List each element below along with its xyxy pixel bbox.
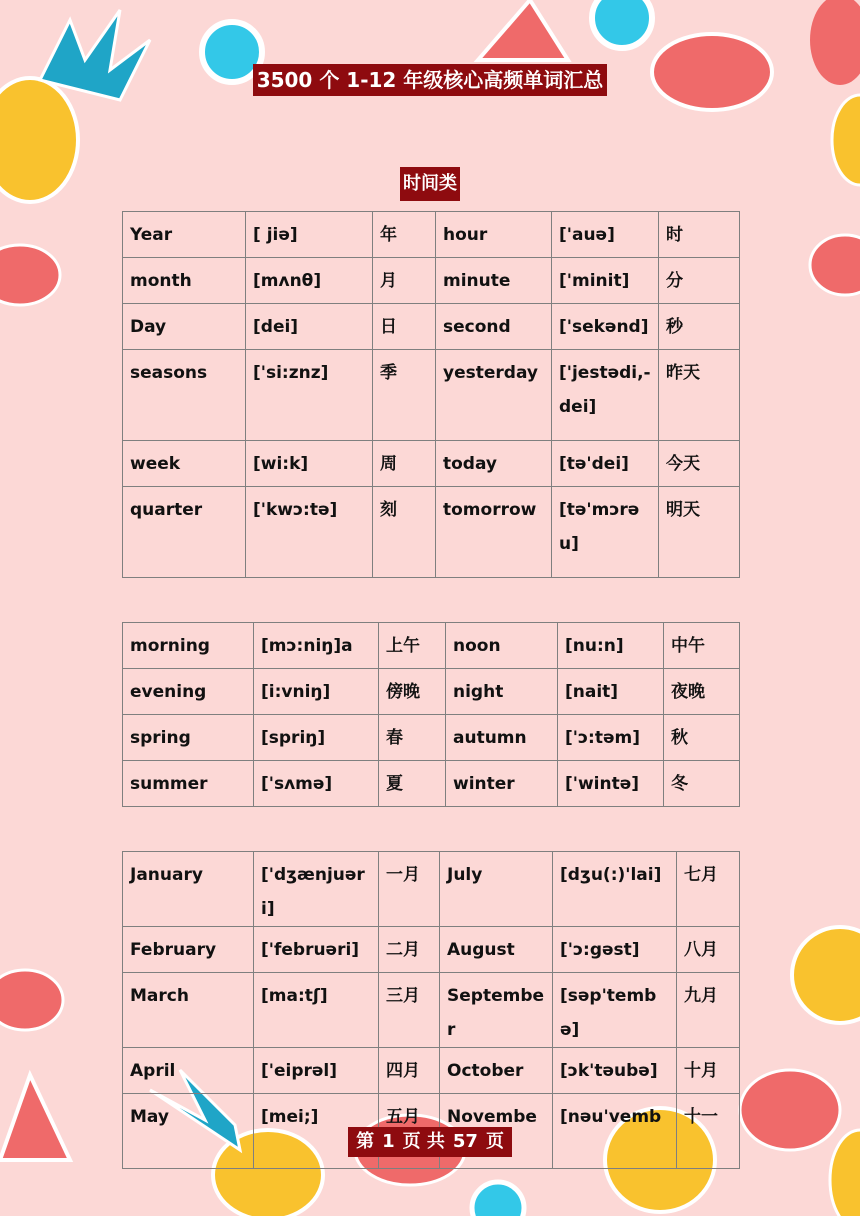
word-cell: spring bbox=[123, 715, 254, 761]
word-cell: seasons bbox=[123, 350, 246, 441]
word-cell: September bbox=[440, 973, 553, 1048]
meaning-cell: 时 bbox=[659, 212, 740, 258]
crab-icon bbox=[810, 235, 860, 295]
table-row bbox=[123, 441, 740, 487]
phonetic-cell: [səp'tembə] bbox=[553, 973, 677, 1048]
phonetic-cell: ['sekənd] bbox=[552, 304, 659, 350]
vocab-table-time bbox=[122, 211, 740, 578]
phonetic-cell: [tə'dei] bbox=[552, 441, 659, 487]
word-cell: October bbox=[440, 1048, 553, 1094]
meaning-cell: 七月 bbox=[677, 852, 740, 927]
meaning-cell: 月 bbox=[373, 258, 436, 304]
table-row bbox=[123, 927, 740, 973]
meaning-cell: 十一 bbox=[677, 1094, 740, 1169]
word-cell: winter bbox=[446, 761, 558, 807]
word-cell: yesterday bbox=[436, 350, 552, 441]
word-cell: month bbox=[123, 258, 246, 304]
phonetic-cell: [spriŋ] bbox=[254, 715, 379, 761]
page-number bbox=[348, 1127, 512, 1157]
phonetic-cell: [wi:k] bbox=[246, 441, 373, 487]
word-cell: today bbox=[436, 441, 552, 487]
meaning-cell: 季 bbox=[373, 350, 436, 441]
word-cell: Year bbox=[123, 212, 246, 258]
category-container bbox=[0, 167, 860, 201]
meaning-cell: 日 bbox=[373, 304, 436, 350]
page-suffix: 页 bbox=[485, 1131, 504, 1152]
meaning-cell: 八月 bbox=[677, 927, 740, 973]
phonetic-cell: ['dʒænjuəri] bbox=[254, 852, 379, 927]
table-row bbox=[123, 852, 740, 927]
meaning-cell: 今天 bbox=[659, 441, 740, 487]
table-row bbox=[123, 623, 740, 669]
meaning-cell: 十月 bbox=[677, 1048, 740, 1094]
word-cell: evening bbox=[123, 669, 254, 715]
word-cell: April bbox=[123, 1048, 254, 1094]
meaning-cell: 上午 bbox=[379, 623, 446, 669]
phonetic-cell: ['ɔ:təm] bbox=[558, 715, 664, 761]
phonetic-cell: ['si:znz] bbox=[246, 350, 373, 441]
meaning-cell: 夏 bbox=[379, 761, 446, 807]
table-row bbox=[123, 669, 740, 715]
meaning-cell: 冬 bbox=[664, 761, 740, 807]
phonetic-cell: ['minit] bbox=[552, 258, 659, 304]
word-cell: night bbox=[446, 669, 558, 715]
phonetic-cell: ['kwɔ:tə] bbox=[246, 487, 373, 578]
meaning-cell: 昨天 bbox=[659, 350, 740, 441]
word-cell: July bbox=[440, 852, 553, 927]
title-container bbox=[0, 64, 860, 96]
word-cell: noon bbox=[446, 623, 558, 669]
sun-icon bbox=[792, 927, 860, 1023]
page-prefix: 第 bbox=[356, 1131, 375, 1152]
word-cell: autumn bbox=[446, 715, 558, 761]
phonetic-cell: [i:vniŋ] bbox=[254, 669, 379, 715]
table-row bbox=[123, 350, 740, 441]
phonetic-cell: [nəu'vemb bbox=[553, 1094, 677, 1169]
word-cell: August bbox=[440, 927, 553, 973]
table-row bbox=[123, 304, 740, 350]
phonetic-cell: [dei] bbox=[246, 304, 373, 350]
sunglasses-icon bbox=[472, 1182, 524, 1216]
category-heading: 时间类 bbox=[400, 167, 460, 201]
meaning-cell: 分 bbox=[659, 258, 740, 304]
phonetic-cell: [mʌnθ] bbox=[246, 258, 373, 304]
phonetic-cell: ['wintə] bbox=[558, 761, 664, 807]
meaning-cell: 周 bbox=[373, 441, 436, 487]
meaning-cell: 傍晚 bbox=[379, 669, 446, 715]
word-cell: week bbox=[123, 441, 246, 487]
phonetic-cell: ['sʌmə] bbox=[254, 761, 379, 807]
phonetic-cell: [ma:tʃ] bbox=[254, 973, 379, 1048]
total-pages: 57 bbox=[452, 1131, 478, 1152]
meaning-cell: 夜晚 bbox=[664, 669, 740, 715]
meaning-cell: 四月 bbox=[379, 1048, 440, 1094]
current-page: 1 bbox=[382, 1131, 395, 1152]
meaning-cell: 一月 bbox=[379, 852, 440, 927]
table-row bbox=[123, 1048, 740, 1094]
meaning-cell: 刻 bbox=[373, 487, 436, 578]
meaning-cell: 明天 bbox=[659, 487, 740, 578]
meaning-cell: 五月 bbox=[379, 1094, 440, 1169]
word-cell: quarter bbox=[123, 487, 246, 578]
phonetic-cell: [mɔ:niŋ]a bbox=[254, 623, 379, 669]
word-cell: March bbox=[123, 973, 254, 1048]
word-cell: second bbox=[436, 304, 552, 350]
meaning-cell: 三月 bbox=[379, 973, 440, 1048]
phonetic-cell: ['auə] bbox=[552, 212, 659, 258]
word-cell: January bbox=[123, 852, 254, 927]
word-cell: Novembe bbox=[440, 1094, 553, 1169]
phonetic-cell: ['jestədi,-dei] bbox=[552, 350, 659, 441]
table-row bbox=[123, 258, 740, 304]
meaning-cell: 九月 bbox=[677, 973, 740, 1048]
crab-icon bbox=[0, 245, 60, 305]
word-cell: Day bbox=[123, 304, 246, 350]
footer-container bbox=[0, 1127, 860, 1157]
word-cell: tomorrow bbox=[436, 487, 552, 578]
table-row bbox=[123, 761, 740, 807]
table-row bbox=[123, 487, 740, 578]
word-cell: minute bbox=[436, 258, 552, 304]
vocab-table-day-season bbox=[122, 622, 740, 807]
phonetic-cell: ['februəri] bbox=[254, 927, 379, 973]
watermelon-icon bbox=[478, 0, 568, 60]
page-title: 3500 个 1-12 年级核心高频单词汇总 bbox=[253, 64, 608, 96]
word-cell: May bbox=[123, 1094, 254, 1169]
meaning-cell: 二月 bbox=[379, 927, 440, 973]
phonetic-cell: ['ɔ:gəst] bbox=[553, 927, 677, 973]
meaning-cell: 中午 bbox=[664, 623, 740, 669]
meaning-cell: 春 bbox=[379, 715, 446, 761]
table-row bbox=[123, 973, 740, 1048]
phonetic-cell: [nu:n] bbox=[558, 623, 664, 669]
word-cell: summer bbox=[123, 761, 254, 807]
vocab-table-months bbox=[122, 851, 740, 1169]
phonetic-cell: [ jiə] bbox=[246, 212, 373, 258]
phonetic-cell: [dʒu(:)'lai] bbox=[553, 852, 677, 927]
phonetic-cell: [ɔk'təubə] bbox=[553, 1048, 677, 1094]
page-mid: 页 共 bbox=[402, 1131, 445, 1152]
word-cell: hour bbox=[436, 212, 552, 258]
phonetic-cell: [mei;] bbox=[254, 1094, 379, 1169]
phonetic-cell: [nait] bbox=[558, 669, 664, 715]
meaning-cell: 秋 bbox=[664, 715, 740, 761]
word-cell: February bbox=[123, 927, 254, 973]
word-cell: morning bbox=[123, 623, 254, 669]
table-row bbox=[123, 715, 740, 761]
phonetic-cell: [tə'mɔrəu] bbox=[552, 487, 659, 578]
meaning-cell: 秒 bbox=[659, 304, 740, 350]
crab-icon bbox=[0, 970, 63, 1030]
meaning-cell: 年 bbox=[373, 212, 436, 258]
phonetic-cell: ['eiprəl] bbox=[254, 1048, 379, 1094]
table-row bbox=[123, 212, 740, 258]
